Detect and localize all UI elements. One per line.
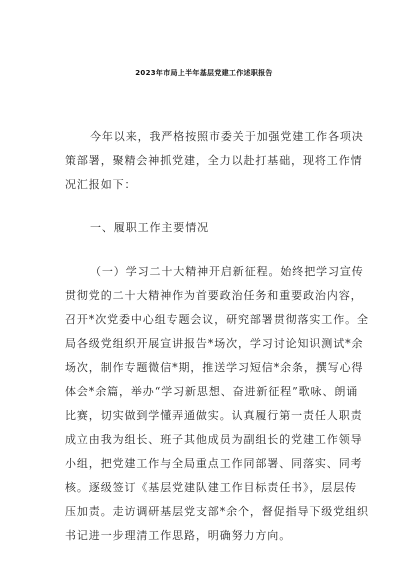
section-heading: 一、履职工作主要情况: [90, 221, 209, 234]
paragraph-line: （一）学习二十大精神开启新征程。始终把学习宣传: [90, 265, 364, 278]
paragraph-line: 成立由我为组长、班子其他成员为副组长的党建工作领导: [65, 433, 363, 446]
paragraph-line: 核。逐级签订《基层党建队建工作目标责任书》，层层传: [65, 481, 357, 494]
paragraph-line: 比赛，切实做到学懂弄通做实。认真履行第一责任人职责: [65, 409, 363, 422]
paragraph-line: 局各级党组织开展宣讲报告*场次，学习讨论知识测试*余: [65, 337, 364, 350]
paragraph-line: 召开*次党委中心组专题会议，研究部署贯彻落实工作。全: [65, 313, 369, 326]
intro-line: 策部署，聚精会神抓党建，全力以赴打基础，现将工作情: [65, 154, 363, 167]
paragraph-line: 书记进一步理清工作思路，明确努力方向。: [65, 529, 292, 542]
paragraph-line: 压加责。走访调研基层党支部*余个，督促指导下级党组织: [65, 505, 369, 518]
intro-line: 今年以来，我严格按照市委关于加强党建工作各项决: [90, 130, 364, 143]
paragraph-line: 贯彻党的二十大精神作为首要政治任务和重要政治内容，: [65, 289, 363, 302]
paragraph-line: 小组，把党建工作与全局重点工作同部署、同落实、同考: [65, 457, 363, 470]
paragraph-line: 场次，制作专题微信*期，推送学习短信*余条，撰写心得: [65, 361, 364, 374]
document-title: 2023年市局上半年基层党建工作述职报告: [135, 69, 273, 77]
paragraph-line: 体会*余篇，举办“学习新思想、奋进新征程”歌咏、朗诵: [65, 385, 359, 398]
intro-line: 况汇报如下：: [65, 178, 137, 191]
